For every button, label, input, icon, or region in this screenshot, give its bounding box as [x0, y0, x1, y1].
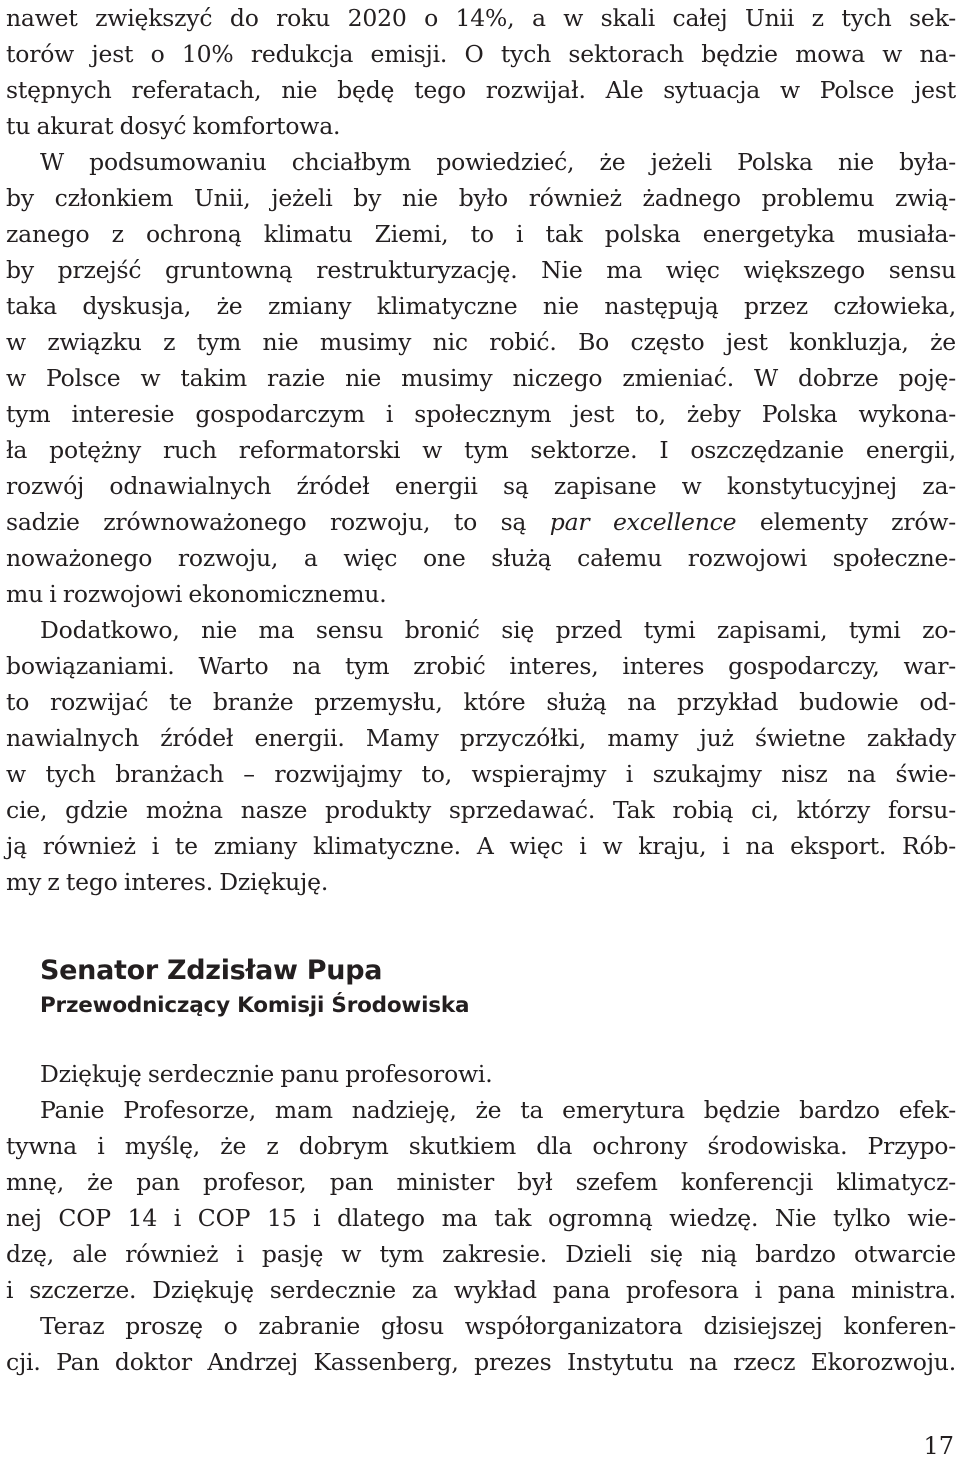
- body-text-line: w Polsce w takim razie nie musimy niczego zmieniać. W dobrze poję-: [6, 364, 956, 392]
- text-run: elementy zrów-: [736, 508, 956, 536]
- body-text-line: zanego z ochroną klimatu Ziemi, to i tak polska energetyka musiała-: [6, 220, 956, 248]
- body-text-line: noważonego rozwoju, a więc one służą całemu rozwojowi społeczne-: [6, 544, 956, 572]
- body-text-line: stępnych referatach, nie będę tego rozwijał. Ale sytuacja w Polsce jest: [6, 76, 956, 104]
- speech-text-line: cji. Pan doktor Andrzej Kassenberg, prezes Instytutu na rzecz Ekorozwoju.: [6, 1348, 956, 1376]
- speech-text-line: Dziękuję serdecznie panu profesorowi.: [40, 1060, 493, 1088]
- body-text-line: by członkiem Unii, jeżeli by nie było również żadnego problemu zwią-: [6, 184, 956, 212]
- body-text-line: w tych branżach – rozwijajmy to, wspierajmy i szukajmy nisz na świe-: [6, 760, 956, 788]
- body-text-line: ją również i te zmiany klimatyczne. A więc i w kraju, i na eksport. Rób-: [6, 832, 956, 860]
- speaker-role: Przewodniczący Komisji Środowiska: [40, 993, 470, 1018]
- body-text-line: mu i rozwojowi ekonomicznemu.: [6, 580, 387, 608]
- speaker-name: Senator Zdzisław Pupa: [40, 955, 383, 986]
- body-text-block: [6, 0, 956, 900]
- body-text-line: W podsumowaniu chciałbym powiedzieć, że jeżeli Polska nie była-: [40, 148, 956, 176]
- speech-text-line: i szczerze. Dziękuję serdecznie za wykład pana profesora i pana ministra.: [6, 1276, 956, 1304]
- body-text-line: torów jest o 10% redukcja emisji. O tych sektorach będzie mowa w na-: [6, 40, 956, 68]
- text-run: sadzie zrównoważonego rozwoju, to są: [6, 508, 550, 536]
- speech-text-block: [6, 1056, 956, 1380]
- speech-text-line: nej COP 14 i COP 15 i dlatego ma tak ogromną wiedzę. Nie tylko wie-: [6, 1204, 956, 1232]
- body-text-line: ła potężny ruch reformatorski w tym sektorze. I oszczędzanie energii,: [6, 436, 956, 464]
- body-text-line: tym interesie gospodarczym i społecznym jest to, żeby Polska wykona-: [6, 400, 956, 428]
- speech-text-line: Teraz proszę o zabranie głosu współorganizatora dzisiejszej konferen-: [40, 1312, 956, 1340]
- body-text-line: Dodatkowo, nie ma sensu bronić się przed tymi zapisami, tymi zo-: [40, 616, 956, 644]
- speech-text-line: mnę, że pan profesor, pan minister był szefem konferencji klimatycz-: [6, 1168, 956, 1196]
- body-text-line: by przejść gruntowną restrukturyzację. Nie ma więc większego sensu: [6, 256, 956, 284]
- body-text-line: nawialnych źródeł energii. Mamy przyczółki, mamy już świetne zakłady: [6, 724, 956, 752]
- body-text-line: to rozwijać te branże przemysłu, które służą na przykład budowie od-: [6, 688, 956, 716]
- body-text-line: bowiązaniami. Warto na tym zrobić interes, interes gospodarczy, war-: [6, 652, 956, 680]
- speaker-heading: [40, 952, 469, 1022]
- body-text-line: [6, 504, 956, 540]
- speech-text-line: Panie Profesorze, mam nadzieję, że ta emerytura będzie bardzo efek-: [40, 1096, 956, 1124]
- body-text-line: taka dyskusja, że zmiany klimatyczne nie następują przez człowieka,: [6, 292, 956, 320]
- body-text-line: tu akurat dosyć komfortowa.: [6, 112, 341, 140]
- body-text-line: cie, gdzie można nasze produkty sprzedawać. Tak robią ci, którzy forsu-: [6, 796, 956, 824]
- italic-phrase: par excellence: [549, 508, 737, 536]
- speech-text-line: tywna i myślę, że z dobrym skutkiem dla ochrony środowiska. Przypo-: [6, 1132, 956, 1160]
- speech-text-line: dzę, ale również i pasję w tym zakresie. Dzieli się nią bardzo otwarcie: [6, 1240, 956, 1268]
- page-number: 17: [923, 1432, 954, 1460]
- body-text-line: my z tego interes. Dziękuję.: [6, 868, 329, 896]
- body-text-line: rozwój odnawialnych źródeł energii są zapisane w konstytucyjnej za-: [6, 472, 956, 500]
- body-text-line: w związku z tym nie musimy nic robić. Bo często jest konkluzja, że: [6, 328, 956, 356]
- body-text-line: nawet zwiększyć do roku 2020 o 14%, a w skali całej Unii z tych sek-: [6, 4, 956, 32]
